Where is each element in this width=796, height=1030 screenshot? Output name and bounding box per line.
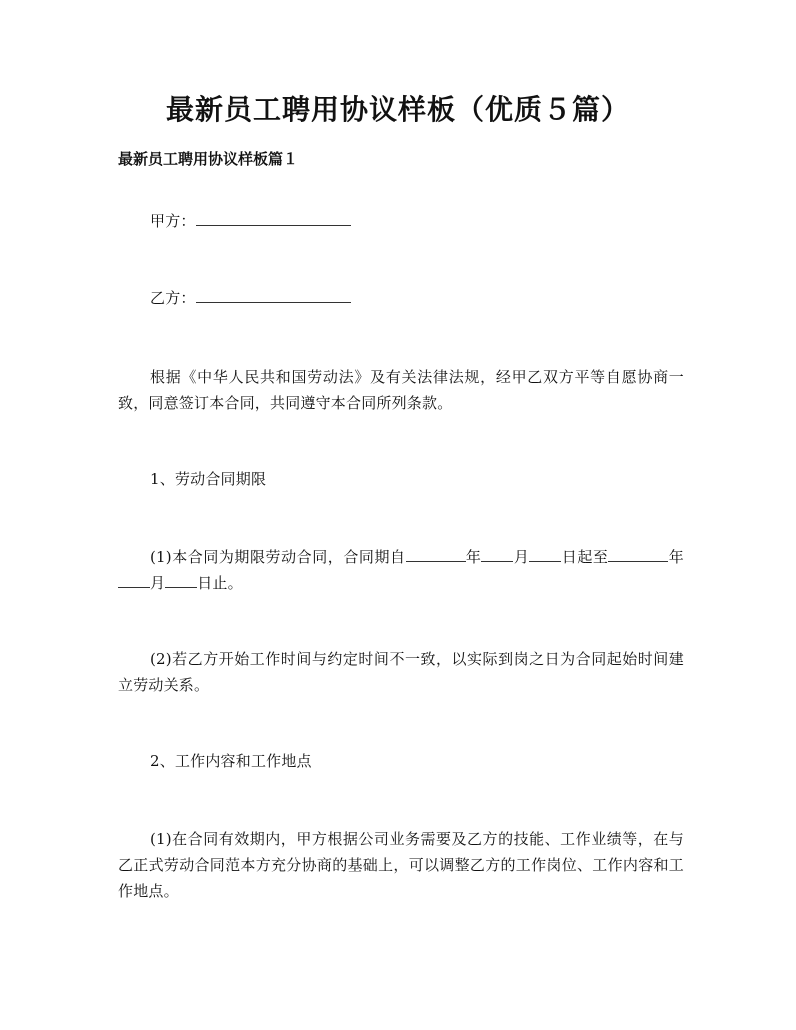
end-year-unit: 年 — [668, 548, 684, 566]
document-title: 最新员工聘用协议样板（优质５篇） — [165, 93, 630, 126]
clause1-heading: 1、劳动合同期限 — [150, 470, 267, 488]
end-year-blank — [608, 547, 668, 562]
section-heading: 最新员工聘用协议样板篇１ — [118, 150, 299, 168]
end-month-unit: 月 — [150, 574, 166, 592]
start-month-blank — [481, 547, 513, 562]
clause1-item2: (2)若乙方开始工作时间与约定时间不一致，以实际到岗之日为合同起始时间建立劳动关系。 — [118, 650, 684, 694]
clause2-item1: (1)在合同有效期内，甲方根据公司业务需要及乙方的技能、工作业绩等，在与乙正式劳动合同范本方充分协商的基础上，可以调整乙方的工作岗位、工作内容和工作地点。 — [118, 830, 684, 900]
party-a-line — [118, 208, 684, 234]
start-day-blank — [529, 547, 561, 562]
end-day-unit: 日止。 — [197, 574, 243, 592]
end-month-blank — [118, 573, 150, 588]
party-a-blank — [196, 211, 351, 226]
party-b-line — [118, 285, 684, 311]
end-day-blank — [165, 573, 197, 588]
party-b-blank — [196, 288, 351, 303]
start-day-unit: 日起至 — [561, 548, 609, 566]
party-a-label: 甲方： — [150, 212, 196, 230]
party-b-label: 乙方： — [150, 289, 196, 307]
start-year-unit: 年 — [465, 548, 482, 566]
start-month-unit: 月 — [513, 548, 530, 566]
clause1-item1 — [118, 544, 684, 596]
clause2-heading: 2、工作内容和工作地点 — [150, 752, 312, 770]
start-year-blank — [406, 547, 466, 562]
clause1-item1-text: (1)本合同为期限劳动合同，合同期自 — [150, 548, 406, 566]
intro-paragraph: 根据《中华人民共和国劳动法》及有关法律法规，经甲乙双方平等自愿协商一致，同意签订本合同，共同遵守本合同所列条款。 — [118, 368, 684, 412]
